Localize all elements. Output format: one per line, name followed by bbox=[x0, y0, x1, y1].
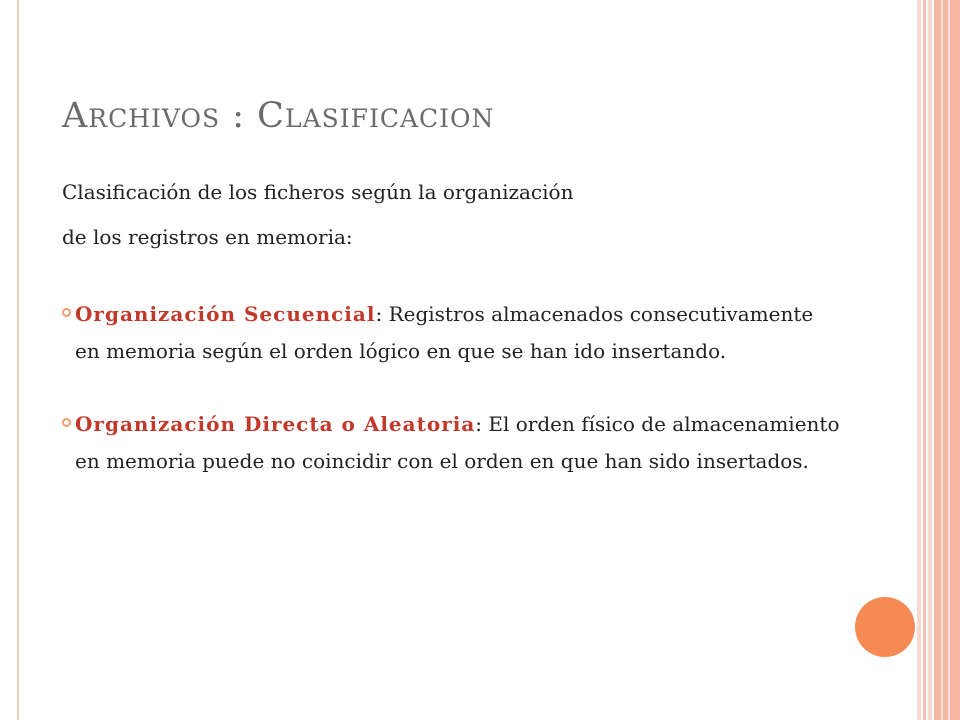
bullet-item-directa bbox=[62, 406, 842, 480]
hollow-circle-icon bbox=[62, 308, 71, 317]
bullet-description: : El orden físico de almacenamiento en memoria puede no coincidir con el orden en que han sido insertados. bbox=[75, 412, 840, 473]
right-stripe bbox=[928, 0, 932, 720]
bullet-text bbox=[75, 406, 842, 480]
left-divider bbox=[17, 0, 19, 720]
bullet-term: Organización Directa o Aleatoria bbox=[75, 412, 476, 436]
bullet-item-secuencial bbox=[62, 296, 842, 370]
accent-circle-icon bbox=[855, 597, 915, 657]
intro-line-2: de los registros en memoria: bbox=[62, 225, 353, 249]
bullet-text bbox=[75, 296, 842, 370]
intro-text bbox=[62, 170, 822, 260]
hollow-circle-icon bbox=[62, 418, 71, 427]
right-stripe bbox=[917, 0, 921, 720]
bullet-list bbox=[62, 296, 842, 516]
right-stripe bbox=[934, 0, 960, 720]
bullet-description: : Registros almacenados consecutivamente en memoria según el orden lógico en que se han ido insertando. bbox=[75, 302, 814, 363]
right-stripe bbox=[923, 0, 926, 720]
intro-line-1: Clasificación de los ficheros según la organización bbox=[62, 180, 574, 204]
right-stripe bbox=[948, 0, 950, 720]
bullet-term: Organización Secuencial bbox=[75, 302, 376, 326]
slide-title: Archivos : Clasificacion bbox=[62, 96, 495, 136]
right-stripe bbox=[941, 0, 943, 720]
